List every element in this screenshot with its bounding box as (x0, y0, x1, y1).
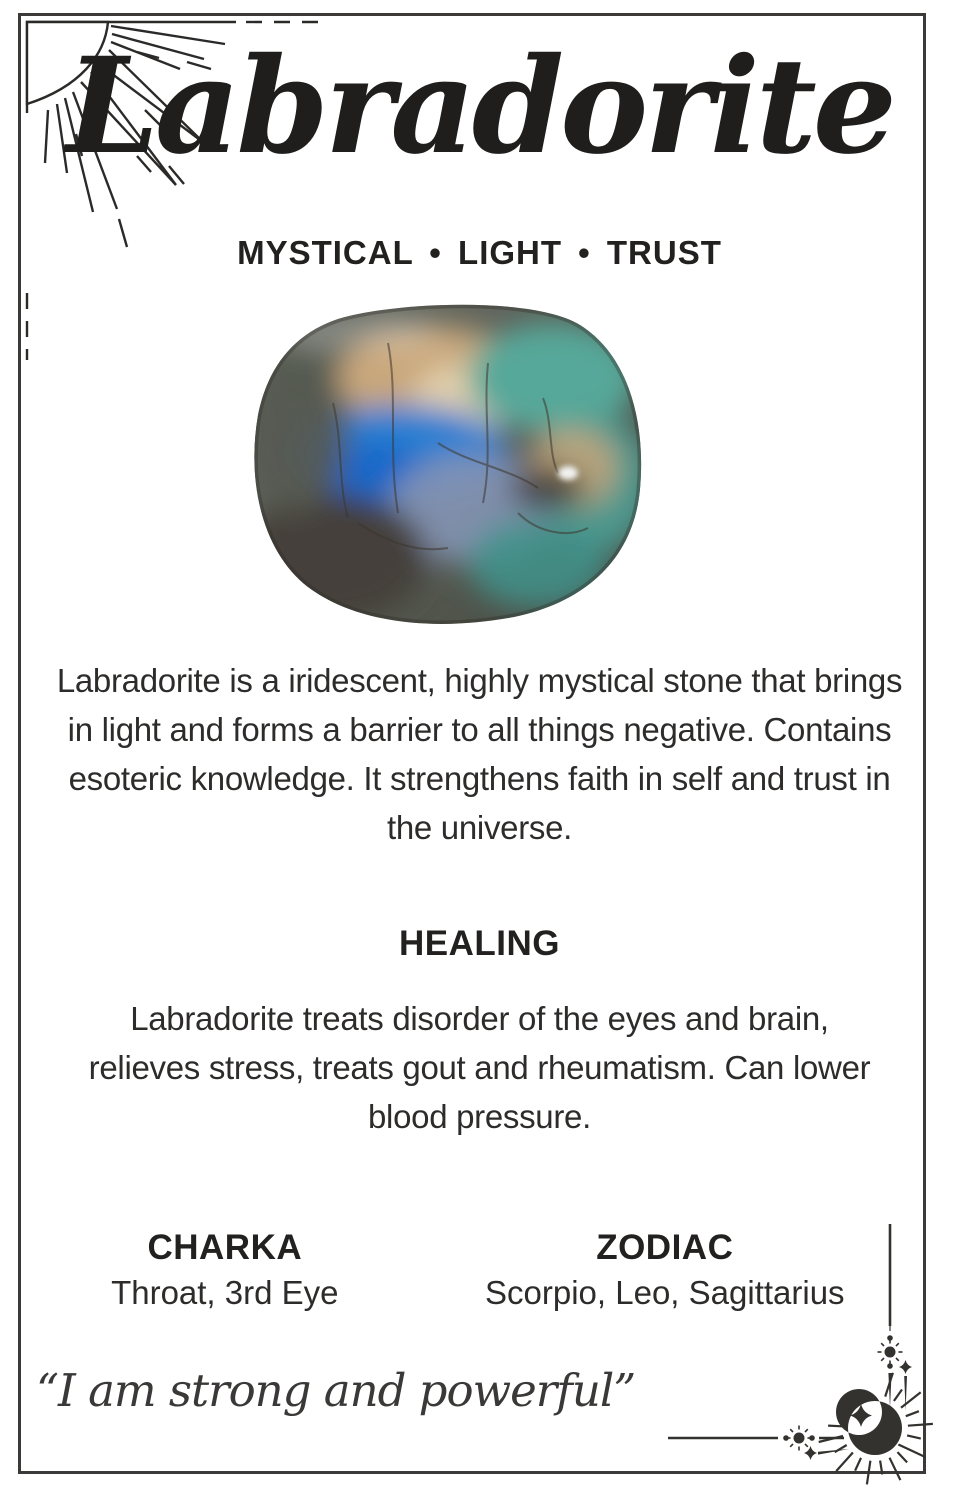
star-icon (899, 1360, 912, 1374)
description-paragraph (0, 656, 959, 852)
star-icon (804, 1446, 817, 1460)
chakra-section (40, 1228, 410, 1312)
chakra-label: CHARKA (147, 1228, 303, 1267)
sun-star-icon (794, 1433, 805, 1444)
page-title: Labradorite (66, 29, 893, 184)
sun-star-icon (885, 1347, 896, 1358)
affirmation-quote: “I am strong and powerful” (36, 1364, 636, 1417)
healing-text: Labradorite treats disorder of the eyes and brain, relieves stress, treats gout and rheumatism. Can lower blood pressure. (88, 1000, 871, 1135)
healing-heading: HEALING (399, 924, 560, 963)
labradorite-stone-photo (238, 303, 658, 633)
zodiac-label: ZODIAC (596, 1228, 734, 1267)
zodiac-value: Scorpio, Leo, Sagittarius (485, 1274, 845, 1311)
chakra-value: Throat, 3rd Eye (111, 1274, 339, 1311)
keywords-subtitle: MYSTICAL • LIGHT • TRUST (237, 234, 722, 271)
crescent-moon-icon (628, 1218, 938, 1488)
description-text: Labradorite is a iridescent, highly mystical stone that brings in light and forms a barrier to all things negative. Contains esoteric knowledge. It strengthens faith in self and trust in the universe. (56, 662, 903, 846)
healing-paragraph (0, 994, 959, 1141)
